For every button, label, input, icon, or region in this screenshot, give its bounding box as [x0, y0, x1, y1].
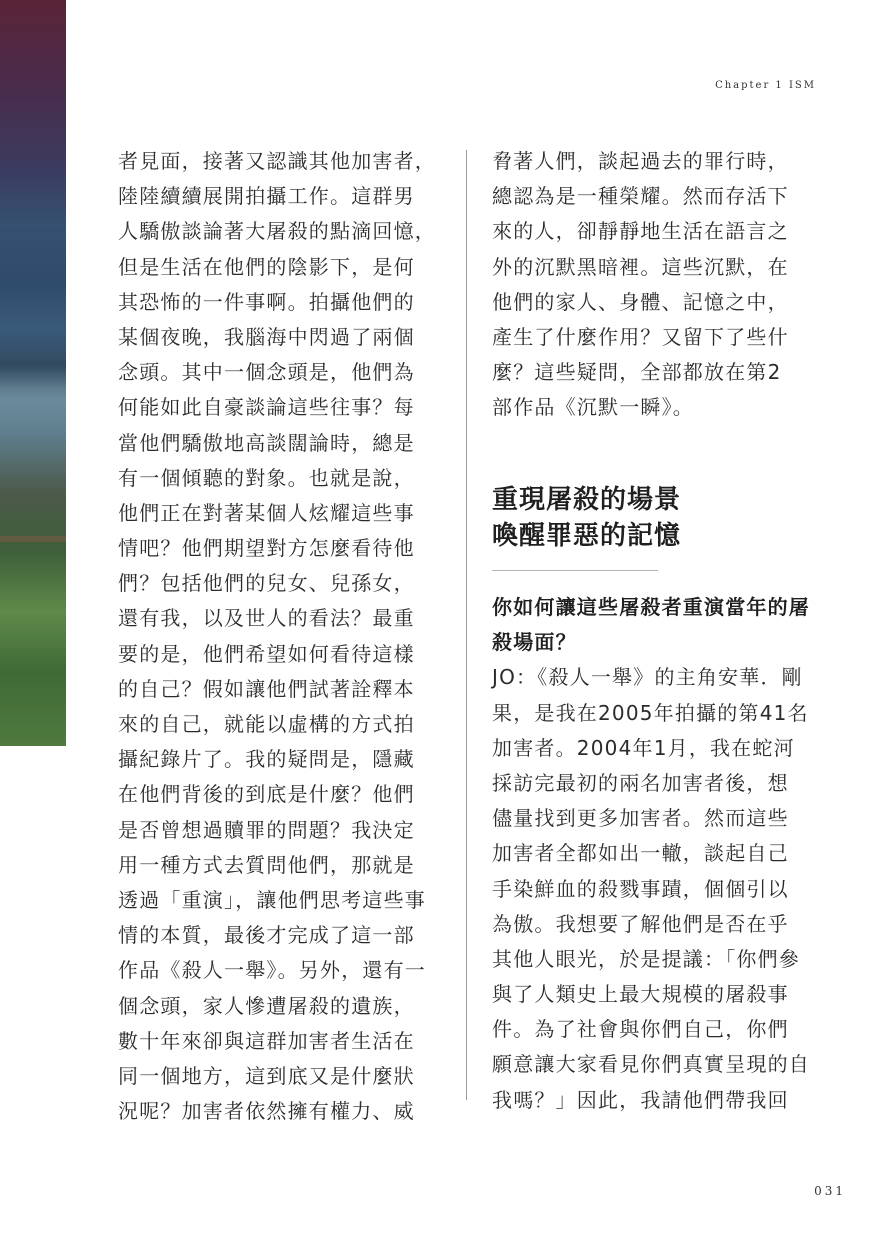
body-line: 的自己？假如讓他們試著詮釋本: [118, 676, 415, 701]
body-line: 何能如此自豪談論這些往事？每: [118, 395, 415, 420]
interview-answer-line: 手染鮮血的殺戮事蹟，個個引以: [492, 876, 789, 901]
body-line: 麼？這些疑問，全部都放在第2: [492, 360, 782, 385]
heading-divider: [492, 570, 658, 571]
body-line: 者見面，接著又認識其他加害者，: [118, 149, 436, 173]
page-number: 031: [814, 1184, 846, 1198]
mountain-ridge-shading: [0, 330, 66, 400]
body-line: 作品《殺人一舉》。另外，還有一: [118, 958, 426, 983]
body-line: 人驕傲談論著大屠殺的點滴回憶，: [118, 219, 436, 244]
interview-answer-line: 我嗎？」因此，我請他們帶我回: [492, 1087, 789, 1112]
interview-answer-line: 為傲。我想要了解他們是否在乎: [492, 911, 789, 936]
running-head: Chapter 1 ISM: [715, 80, 816, 91]
body-line: 還有我，以及世人的看法？最重: [118, 606, 415, 631]
photo-strip-image: [0, 0, 66, 746]
interview-answer-line: 儘量找到更多加害者。然而這些: [492, 806, 789, 831]
body-line: 來的自己，就能以虛構的方式拍: [118, 712, 415, 736]
interview-answer-line: 加害者。2004年1月，我在蛇河: [492, 735, 795, 760]
body-line: 部作品《沉默一瞬》。: [492, 395, 694, 420]
interview-answer-line: 果，是我在2005年拍攝的第41名: [492, 700, 809, 725]
body-line: 要的是，他們希望如何看待這樣: [118, 641, 415, 666]
interview-question-line: 殺場面？: [492, 630, 577, 655]
interview-answer-line: 與了人類史上最大規模的屠殺事: [492, 982, 789, 1007]
body-line: 用一種方式去質問他們，那就是: [118, 852, 415, 877]
body-line: 他們的家人、身體、記憶之中，: [492, 289, 789, 314]
body-line: 數十年來卻與這群加害者生活在: [118, 1028, 415, 1053]
fence-line: [0, 536, 66, 542]
section-heading: [492, 482, 681, 554]
column-divider: [466, 150, 467, 1100]
body-line: 來的人，卻靜靜地生活在語言之: [492, 219, 789, 244]
body-line: 陸陸續續展開拍攝工作。這群男: [118, 184, 415, 209]
interview-answer-line: 願意讓大家看見你們真實呈現的自: [492, 1052, 810, 1077]
body-line: 況呢？加害者依然擁有權力、威: [118, 1099, 415, 1124]
body-line: 同一個地方，這到底又是什麼狀: [118, 1063, 415, 1088]
interview-answer-line: JO：《殺人一舉》的主角安華．剛: [492, 665, 803, 690]
body-line: 但是生活在他們的陰影下，是何: [118, 254, 415, 279]
body-line: 們？包括他們的兒女、兒孫女，: [118, 571, 415, 596]
right-text-column-bottom: [492, 590, 822, 1118]
interview-answer-line: 加害者全都如出一轍，談起自己: [492, 841, 789, 866]
body-line: 他們正在對著某個人炫耀這些事: [118, 500, 415, 525]
body-line: 個念頭，家人慘遭屠殺的遺族，: [118, 993, 415, 1018]
body-line: 總認為是一種榮耀。然而存活下: [492, 184, 789, 209]
body-line: 在他們背後的到底是什麼？他們: [118, 782, 415, 807]
body-line: 情的本質，最後才完成了這一部: [118, 923, 415, 948]
body-line: 情吧？他們期望對方怎麼看待他: [118, 536, 415, 561]
interview-answer-line: 件。為了社會與你們自己，你們: [492, 1017, 789, 1042]
body-line: 攝紀錄片了。我的疑問是，隱藏: [118, 747, 415, 772]
body-line: 透過「重演」，讓他們思考這些事: [118, 887, 426, 912]
body-line: 有一個傾聽的對象。也就是說，: [118, 465, 415, 490]
body-line: 念頭。其中一個念頭是，他們為: [118, 360, 415, 385]
interview-question-line: 你如何讓這些屠殺者重演當年的屠: [492, 595, 810, 619]
body-line: 脅著人們，談起過去的罪行時，: [492, 149, 789, 173]
section-heading-line: 重現屠殺的場景: [492, 485, 682, 515]
body-line: 產生了什麼作用？又留下了些什: [492, 324, 789, 349]
interview-answer-line: 採訪完最初的兩名加害者後，想: [492, 770, 789, 795]
body-line: 是否曾想過贖罪的問題？我決定: [118, 817, 415, 842]
interview-answer-line: 其他人眼光，於是提議：「你們參: [492, 946, 800, 971]
body-line: 其恐怖的一件事啊。拍攝他們的: [118, 289, 415, 314]
left-text-column: [118, 144, 448, 1129]
section-heading-line: 喚醒罪惡的記憶: [492, 521, 682, 551]
body-line: 當他們驕傲地高談闊論時，總是: [118, 430, 415, 455]
body-line: 某個夜晚，我腦海中閃過了兩個: [118, 324, 415, 349]
body-line: 外的沉默黑暗裡。這些沉默，在: [492, 254, 789, 279]
right-text-column-top: [492, 144, 822, 426]
